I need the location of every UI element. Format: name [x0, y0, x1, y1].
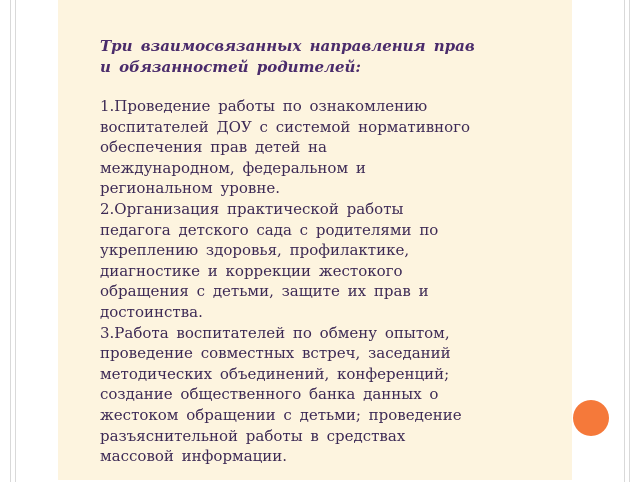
accent-circle	[573, 400, 609, 436]
slide-title: Три взаимосвязанных направления прав и обязанностей родителей:	[100, 37, 475, 76]
left-frame-rail	[10, 0, 16, 482]
slide-body-text: 1.Проведение работы по ознакомлению воспитателей ДОУ с системой нормативного обеспечения прав детей на международном, федеральном и региональном уровне. 2.Организация практической работы педагога детского сада с родителями по укреплению здоровья, профилактике, диагностике и коррекции жестокого обращения с детьми, защите их прав и достоинства. 3.Работа воспитателей по обмену опытом, проведение совместных встреч, заседаний методических объединений, конференций; создание общественного банка данных о жестоком обращении с детьми; проведение разъяснительной работы в средствах массовой информации.	[100, 97, 471, 466]
right-frame-rail	[624, 0, 630, 482]
